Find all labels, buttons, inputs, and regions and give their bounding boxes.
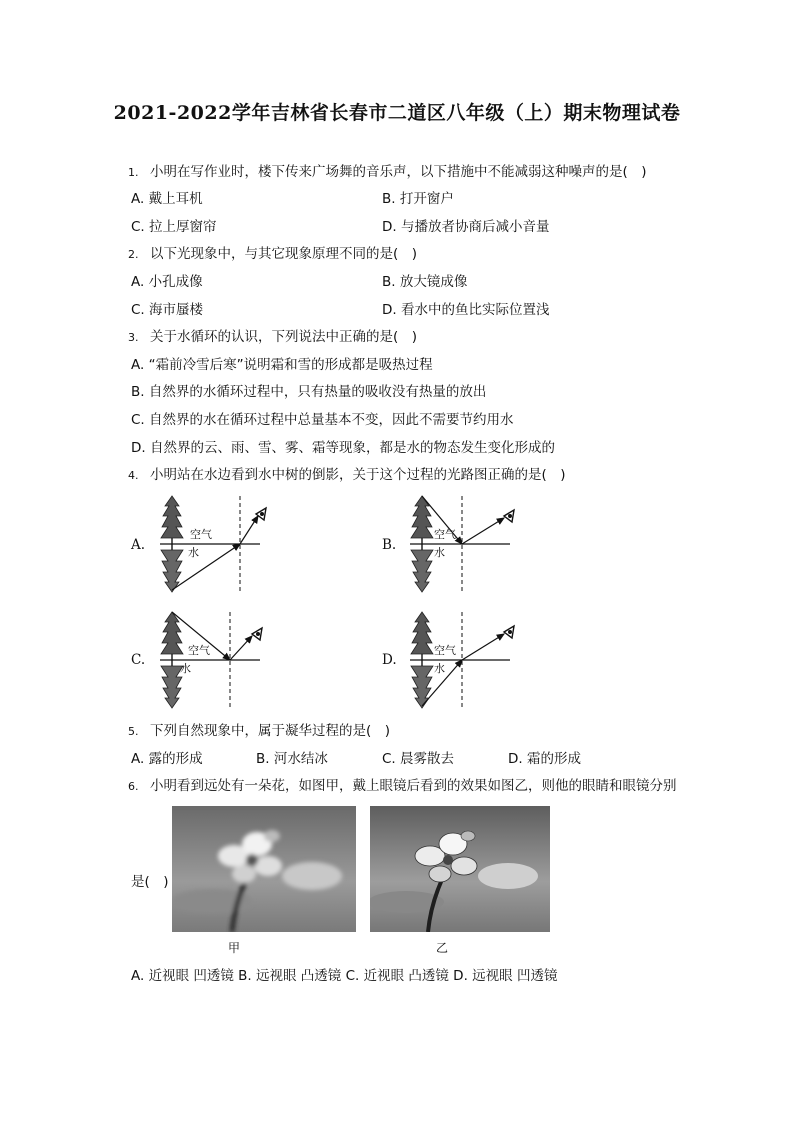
q4-option-b-label: B. (382, 537, 397, 553)
question-4-stem (128, 466, 566, 485)
q4-diagram-a (150, 494, 270, 594)
question-number: 5. (128, 725, 139, 738)
svg-text:水: 水 (434, 662, 445, 675)
q4-option-d-label: D. (382, 652, 397, 668)
q1-option-d: D. 与播放者协商后减小音量 (382, 219, 550, 235)
q1-option-a: A. 戴上耳机 (131, 191, 203, 207)
caption-jia: 甲 (228, 941, 241, 955)
question-number: 3. (128, 331, 139, 344)
q5-option-b: B. 河水结冰 (256, 751, 328, 767)
svg-text:空气: 空气 (434, 644, 456, 657)
q3-option-c: C. 自然界的水在循环过程中总量基本不变，因此不需要节约用水 (131, 412, 514, 428)
q4-option-c-label: C. (131, 652, 146, 668)
q4-option-a-label: A. (131, 537, 146, 553)
q3-option-b: B. 自然界的水循环过程中，只有热量的吸收没有热量的放出 (131, 384, 487, 400)
question-text: 小明在写作业时，楼下传来广场舞的音乐声，以下措施中不能减弱这种噪声的是( ) (150, 164, 647, 180)
q4-diagram-b (400, 494, 520, 594)
q5-option-c: C. 晨雾散去 (382, 751, 455, 767)
question-text: 以下光现象中，与其它现象原理不同的是( ) (150, 246, 418, 262)
q4-diagram-c (150, 610, 270, 710)
q3-option-a: A. “霜前冷雪后寒”说明霜和雪的形成都是吸热过程 (131, 357, 433, 373)
q2-option-a: A. 小孔成像 (131, 274, 203, 290)
svg-text:空气: 空气 (188, 644, 210, 657)
question-text: 下列自然现象中，属于凝华过程的是( ) (150, 723, 391, 739)
q2-option-c: C. 海市蜃楼 (131, 302, 204, 318)
q3-option-d: D. 自然界的云、雨、雪、雾、霜等现象，都是水的物态发生变化形成的 (131, 440, 555, 456)
question-text: 小明看到远处有一朵花，如图甲，戴上眼镜后看到的效果如图乙，则他的眼睛和眼镜分别 (150, 778, 677, 794)
question-2-stem (128, 245, 417, 264)
q4-diagram-d (400, 610, 520, 710)
caption-yi: 乙 (436, 941, 449, 955)
q2-option-b: B. 放大镜成像 (382, 274, 468, 290)
q6-options: A. 近视眼 凹透镜 B. 远视眼 凸透镜 C. 近视眼 凸透镜 D. 远视眼 凹透镜 (131, 968, 558, 984)
question-1-stem (128, 163, 647, 182)
svg-text:水: 水 (434, 546, 445, 559)
question-5-stem (128, 722, 390, 741)
flower-photo-jia (172, 806, 356, 932)
question-6-stem (128, 777, 677, 796)
question-text: 关于水循环的认识，下列说法中正确的是( ) (150, 329, 418, 345)
page-title: 2021-2022学年吉林省长春市二道区八年级（上）期末物理试卷 (113, 102, 681, 124)
question-number: 1. (128, 166, 139, 179)
question-text: 小明站在水边看到水中树的倒影，关于这个过程的光路图正确的是( ) (150, 467, 566, 483)
question-3-stem (128, 328, 417, 347)
question-6-stem-end: 是( ) (131, 874, 169, 890)
svg-text:空气: 空气 (434, 528, 456, 541)
q1-option-c: C. 拉上厚窗帘 (131, 219, 217, 235)
question-number: 2. (128, 248, 139, 261)
question-number: 4. (128, 469, 139, 482)
q1-option-b: B. 打开窗户 (382, 191, 454, 207)
flower-photo-yi (370, 806, 550, 932)
q2-option-d: D. 看水中的鱼比实际位置浅 (382, 302, 550, 318)
q5-option-d: D. 霜的形成 (508, 751, 581, 767)
q5-option-a: A. 露的形成 (131, 751, 203, 767)
svg-text:水: 水 (180, 662, 191, 675)
air-label: 空气 (190, 528, 212, 541)
water-label: 水 (188, 546, 199, 559)
question-number: 6. (128, 780, 139, 793)
